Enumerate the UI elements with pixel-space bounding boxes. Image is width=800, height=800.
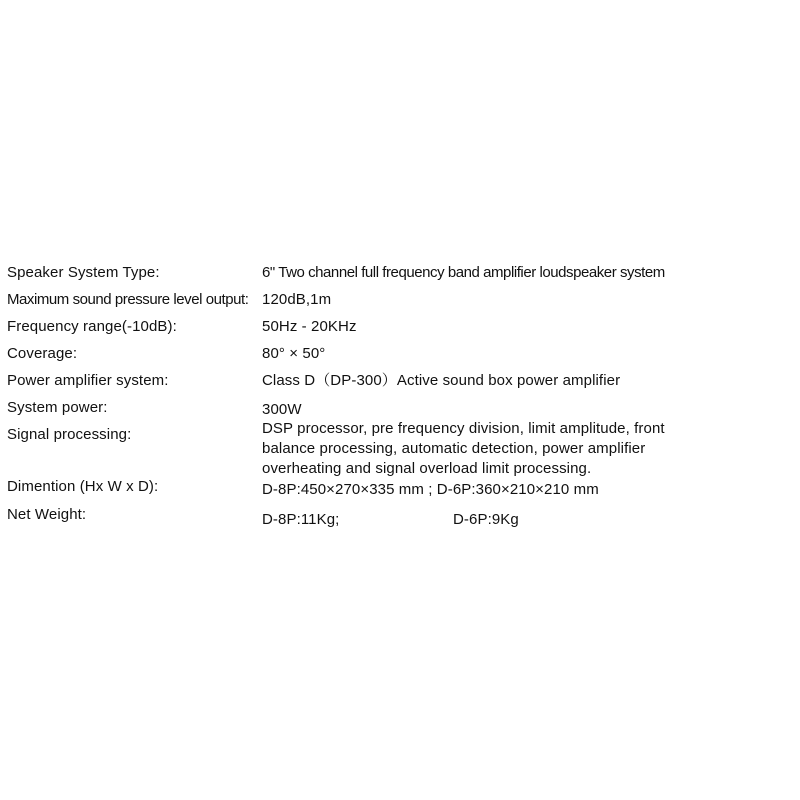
spec-value-dimention: D-8P:450×270×335 mm ; D-6P:360×210×210 mm [262,481,599,498]
spec-label-signal-processing: Signal processing: [7,426,132,443]
signal-processing-line-3: overheating and signal overload limit processing. [262,460,592,477]
spec-label-net-weight: Net Weight: [7,506,87,523]
spec-value-system-power: 300W [262,401,302,418]
spec-label-frequency-range: Frequency range(-10dB): [7,318,177,335]
spec-value-frequency-range: 50Hz - 20KHz [262,318,357,335]
spec-value-signal-processing [262,419,665,479]
signal-processing-line-1: DSP processor, pre frequency division, limit amplitude, front [262,420,665,437]
spec-label-system-power: System power: [7,399,108,416]
spec-value-max-spl: 120dB,1m [262,291,332,308]
spec-value-net-weight-d6p: D-6P:9Kg [453,511,519,528]
spec-value-speaker-system-type: 6" Two channel full frequency band amplifier loudspeaker system [262,264,665,281]
spec-value-net-weight-d8p: D-8P:11Kg; [262,511,340,528]
signal-processing-line-2: balance processing, automatic detection, power amplifier [262,440,646,457]
spec-label-power-amplifier-system: Power amplifier system: [7,372,169,389]
spec-label-max-spl: Maximum sound pressure level output: [7,291,249,308]
spec-value-coverage: 80° × 50° [262,345,326,362]
spec-label-dimention: Dimention (Hx W x D): [7,478,159,495]
spec-value-power-amplifier-system: Class D（DP-300）Active sound box power amplifier [262,372,621,389]
spec-label-coverage: Coverage: [7,345,78,362]
spec-label-speaker-system-type: Speaker System Type: [7,264,160,281]
